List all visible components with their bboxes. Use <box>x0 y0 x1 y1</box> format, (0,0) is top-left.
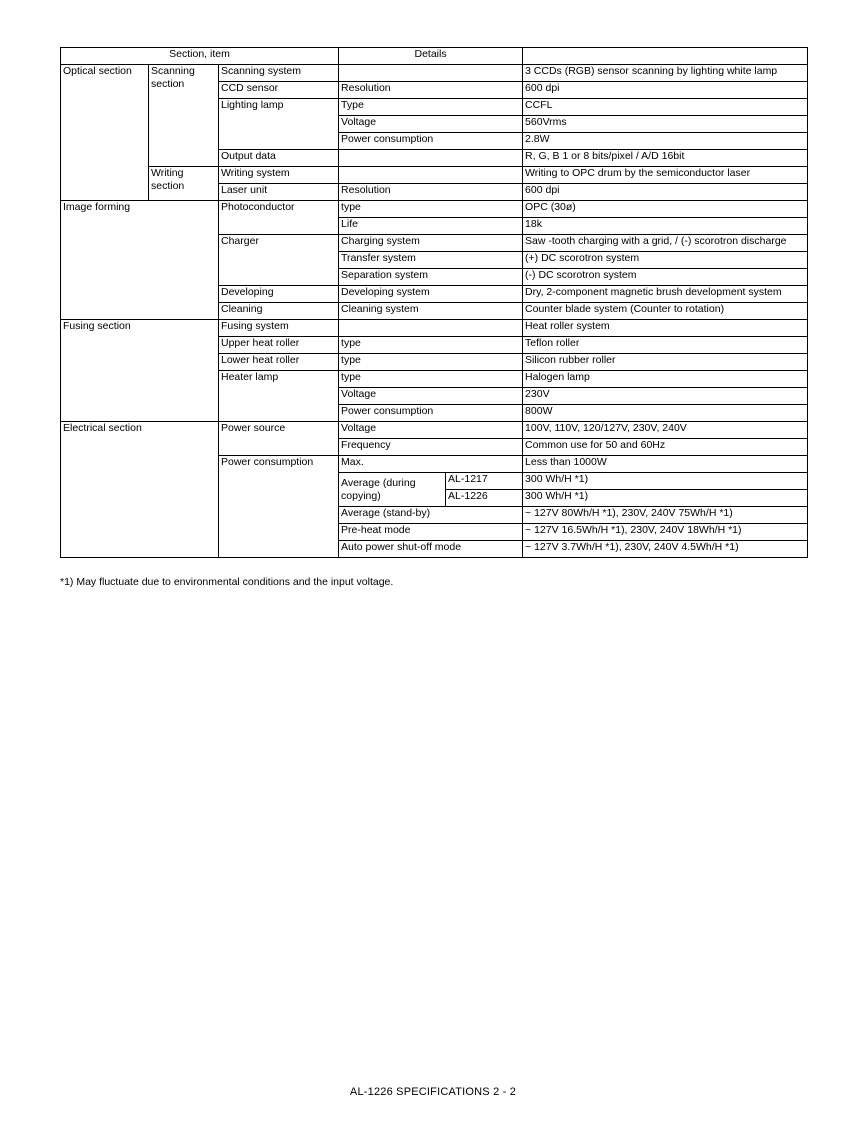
value-frequency: Common use for 50 and 60Hz <box>523 439 808 456</box>
header-section-item: Section, item <box>61 48 339 65</box>
detail-max: Max. <box>339 456 523 473</box>
detail-resolution: Resolution <box>339 184 523 201</box>
item-power-source: Power source <box>219 422 339 456</box>
value-upper-heat-roller: Teflon roller <box>523 337 808 354</box>
item-developing: Developing <box>219 286 339 303</box>
detail-auto-power-off: Auto power shut-off mode <box>339 541 523 558</box>
value-output-data: R, G, B 1 or 8 bits/pixel / A/D 16bit <box>523 150 808 167</box>
value-charging-system: Saw -tooth charging with a grid, / (-) scorotron discharge <box>523 235 808 252</box>
model-al1226: AL-1226 <box>446 490 523 507</box>
detail-voltage: Voltage <box>339 116 523 133</box>
section-image-forming: Image forming <box>61 201 219 320</box>
item-photoconductor: Photoconductor <box>219 201 339 235</box>
value-heater-power: 800W <box>523 405 808 422</box>
detail-frequency: Frequency <box>339 439 523 456</box>
detail-average-copying: Average (during copying) <box>339 473 446 507</box>
detail-life: Life <box>339 218 523 235</box>
detail-type: type <box>339 354 523 371</box>
detail-type: type <box>339 201 523 218</box>
header-value <box>523 48 808 65</box>
value-photo-type: OPC (30ø) <box>523 201 808 218</box>
item-writing-system: Writing system <box>219 167 339 184</box>
value-lamp-power: 2.8W <box>523 133 808 150</box>
item-lighting-lamp: Lighting lamp <box>219 99 339 150</box>
detail-power-consumption: Power consumption <box>339 133 523 150</box>
subsection-writing: Writing section <box>149 167 219 201</box>
value-power-voltage: 100V, 110V, 120/127V, 230V, 240V <box>523 422 808 439</box>
detail-voltage: Voltage <box>339 388 523 405</box>
detail-empty <box>339 320 523 337</box>
value-preheat-mode: ~ 127V 16.5Wh/H *1), 230V, 240V 18Wh/H *1) <box>523 524 808 541</box>
section-fusing: Fusing section <box>61 320 219 422</box>
header-row <box>61 48 808 65</box>
value-life: 18k <box>523 218 808 235</box>
table-row <box>61 201 808 218</box>
section-electrical: Electrical section <box>61 422 219 558</box>
item-fusing-system: Fusing system <box>219 320 339 337</box>
item-charger: Charger <box>219 235 339 286</box>
detail-empty <box>339 150 523 167</box>
page-footer: AL-1226 SPECIFICATIONS 2 - 2 <box>349 1086 517 1098</box>
detail-empty <box>339 167 523 184</box>
value-developing-system: Dry, 2-component magnetic brush development system <box>523 286 808 303</box>
detail-resolution: Resolution <box>339 82 523 99</box>
value-average-standby: ~ 127V 80Wh/H *1), 230V, 240V 75Wh/H *1) <box>523 507 808 524</box>
item-heater-lamp: Heater lamp <box>219 371 339 422</box>
detail-developing-system: Developing system <box>339 286 523 303</box>
item-upper-heat-roller: Upper heat roller <box>219 337 339 354</box>
value-lamp-voltage: 560Vrms <box>523 116 808 133</box>
item-scanning-system: Scanning system <box>219 65 339 82</box>
detail-cleaning-system: Cleaning system <box>339 303 523 320</box>
value-transfer-system: (+) DC scorotron system <box>523 252 808 269</box>
item-cleaning: Cleaning <box>219 303 339 320</box>
value-lamp-type: CCFL <box>523 99 808 116</box>
table-row <box>61 422 808 439</box>
table-row <box>61 320 808 337</box>
table-row <box>61 65 808 82</box>
detail-type: type <box>339 371 523 388</box>
item-laser-unit: Laser unit <box>219 184 339 201</box>
value-writing-system: Writing to OPC drum by the semiconductor laser <box>523 167 808 184</box>
value-lower-heat-roller: Silicon rubber roller <box>523 354 808 371</box>
detail-separation-system: Separation system <box>339 269 523 286</box>
item-output-data: Output data <box>219 150 339 167</box>
value-laser-resolution: 600 dpi <box>523 184 808 201</box>
detail-type: Type <box>339 99 523 116</box>
item-lower-heat-roller: Lower heat roller <box>219 354 339 371</box>
value-ccd-resolution: 600 dpi <box>523 82 808 99</box>
table-row <box>61 167 808 184</box>
item-ccd-sensor: CCD sensor <box>219 82 339 99</box>
detail-type: type <box>339 337 523 354</box>
value-al1217: 300 Wh/H *1) <box>523 473 808 490</box>
section-optical: Optical section <box>61 65 149 201</box>
detail-transfer-system: Transfer system <box>339 252 523 269</box>
footnote: *1) May fluctuate due to environmental conditions and the input voltage. <box>60 576 394 588</box>
subsection-scanning: Scanning section <box>149 65 219 167</box>
value-al1226: 300 Wh/H *1) <box>523 490 808 507</box>
detail-charging-system: Charging system <box>339 235 523 252</box>
header-details: Details <box>339 48 523 65</box>
value-separation-system: (-) DC scorotron system <box>523 269 808 286</box>
value-scanning-system: 3 CCDs (RGB) sensor scanning by lighting white lamp <box>523 65 808 82</box>
detail-average-standby: Average (stand-by) <box>339 507 523 524</box>
value-cleaning-system: Counter blade system (Counter to rotation) <box>523 303 808 320</box>
model-al1217: AL-1217 <box>446 473 523 490</box>
detail-power-consumption: Power consumption <box>339 405 523 422</box>
value-heater-voltage: 230V <box>523 388 808 405</box>
value-auto-power-off: ~ 127V 3.7Wh/H *1), 230V, 240V 4.5Wh/H *1) <box>523 541 808 558</box>
value-max: Less than 1000W <box>523 456 808 473</box>
detail-empty <box>339 65 523 82</box>
specifications-table <box>60 47 808 558</box>
detail-voltage: Voltage <box>339 422 523 439</box>
item-power-consumption: Power consumption <box>219 456 339 558</box>
value-fusing-system: Heat roller system <box>523 320 808 337</box>
value-heater-type: Halogen lamp <box>523 371 808 388</box>
detail-preheat-mode: Pre-heat mode <box>339 524 523 541</box>
